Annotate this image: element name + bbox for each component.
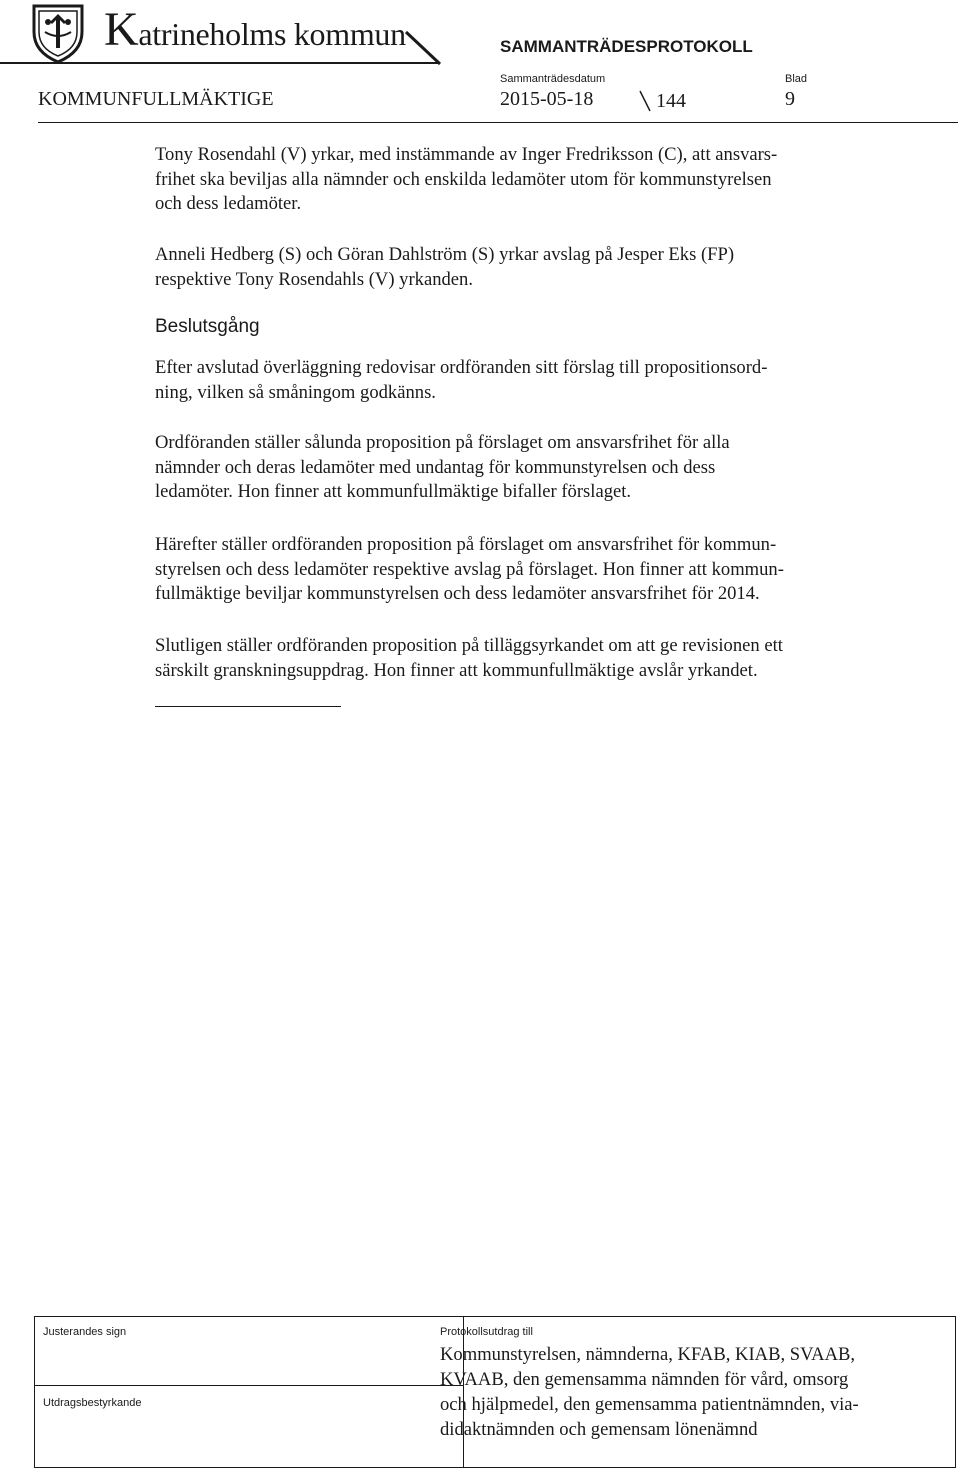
meeting-date: 2015-05-18 — [500, 88, 594, 110]
page-label: Blad — [785, 73, 808, 85]
header-slash-mark — [400, 28, 446, 68]
recipients-list — [440, 1342, 950, 1442]
extract-certification-label: Utdragsbestyrkande — [43, 1397, 142, 1409]
text-line: ning, vilken så småningom godkänns. — [155, 381, 436, 403]
document-type: SAMMANTRÄDESPROTOKOLL — [500, 37, 753, 56]
end-of-text-rule — [155, 706, 341, 707]
text-line: ledamöter. Hon finner att kommunfullmäktige bifaller förslaget. — [155, 481, 632, 502]
governing-body: KOMMUNFULLMÄKTIGE — [38, 88, 274, 110]
recipient-line: KVAAB, den gemensamma nämnden för vård, omsorg — [440, 1369, 849, 1390]
recipient-line: Kommunstyrelsen, nämnderna, KFAB, KIAB, SVAAB, — [440, 1344, 856, 1365]
paragraph-motion-hedberg — [155, 243, 905, 292]
text-line: Slutligen ställer ordföranden proposition på tilläggsyrkandet om att ge revisionen ett — [155, 635, 783, 656]
text-line: fullmäktige beviljar kommunstyrelsen och dess ledamöter ansvarsfrihet för 2014. — [155, 583, 760, 604]
paragraph-motion-rosendahl — [155, 143, 905, 217]
paragraph-proposition-3 — [155, 634, 905, 683]
municipality-name: Katrineholms kommun — [104, 3, 406, 56]
recipients-label: Protokollsutdrag till — [440, 1326, 533, 1338]
text-line: Tony Rosendahl (V) yrkar, med instämmande av Inger Fredriksson (C), att ansvars- — [155, 144, 778, 165]
text-line: och dess ledamöter. — [155, 193, 302, 214]
footer-divider-horizontal — [35, 1385, 463, 1386]
paragraph-proposition-2 — [155, 533, 905, 607]
text-line: styrelsen och dess ledamöter respektive avslag på förslaget. Hon finner att kommun- — [155, 558, 784, 580]
paragraph-proposition-1 — [155, 431, 905, 505]
municipal-crest-icon — [30, 2, 86, 64]
section-mark-icon — [638, 89, 652, 113]
meeting-date-label: Sammanträdesdatum — [500, 73, 606, 85]
text-line: Efter avslutad överläggning redovisar ordföranden sitt förslag till propositionsord- — [155, 357, 768, 378]
header-rule — [0, 62, 440, 64]
header-divider — [38, 122, 958, 123]
recipient-line: didaktnämnden och gemensam lönenämnd — [440, 1419, 758, 1440]
text-line: nämnder och deras ledamöter med undantag för kommunstyrelsen och dess — [155, 456, 716, 478]
signature-label: Justerandes sign — [43, 1326, 127, 1338]
section-heading: Beslutsgång — [155, 316, 260, 337]
text-line: frihet ska beviljas alla nämnder och enskilda ledamöter utom för kommunstyrelsen — [155, 168, 772, 190]
page-number: 9 — [785, 88, 795, 110]
text-line: respektive Tony Rosendahls (V) yrkanden. — [155, 268, 473, 290]
recipient-line: och hjälpmedel, den gemensamma patientnämnden, via- — [440, 1394, 859, 1415]
footer-box — [34, 1316, 956, 1468]
text-line: särskilt granskningsuppdrag. Hon finner att kommunfullmäktige avslår yrkandet. — [155, 659, 758, 681]
text-line: Anneli Hedberg (S) och Göran Dahlström (S) yrkar avslag på Jesper Eks (FP) — [155, 244, 735, 265]
paragraph-procedure — [155, 356, 905, 405]
paragraph-number: 144 — [656, 90, 686, 112]
text-line: Ordföranden ställer sålunda proposition på förslaget om ansvarsfrihet för alla — [155, 432, 730, 453]
text-line: Härefter ställer ordföranden proposition på förslaget om ansvarsfrihet för kommun- — [155, 534, 777, 555]
